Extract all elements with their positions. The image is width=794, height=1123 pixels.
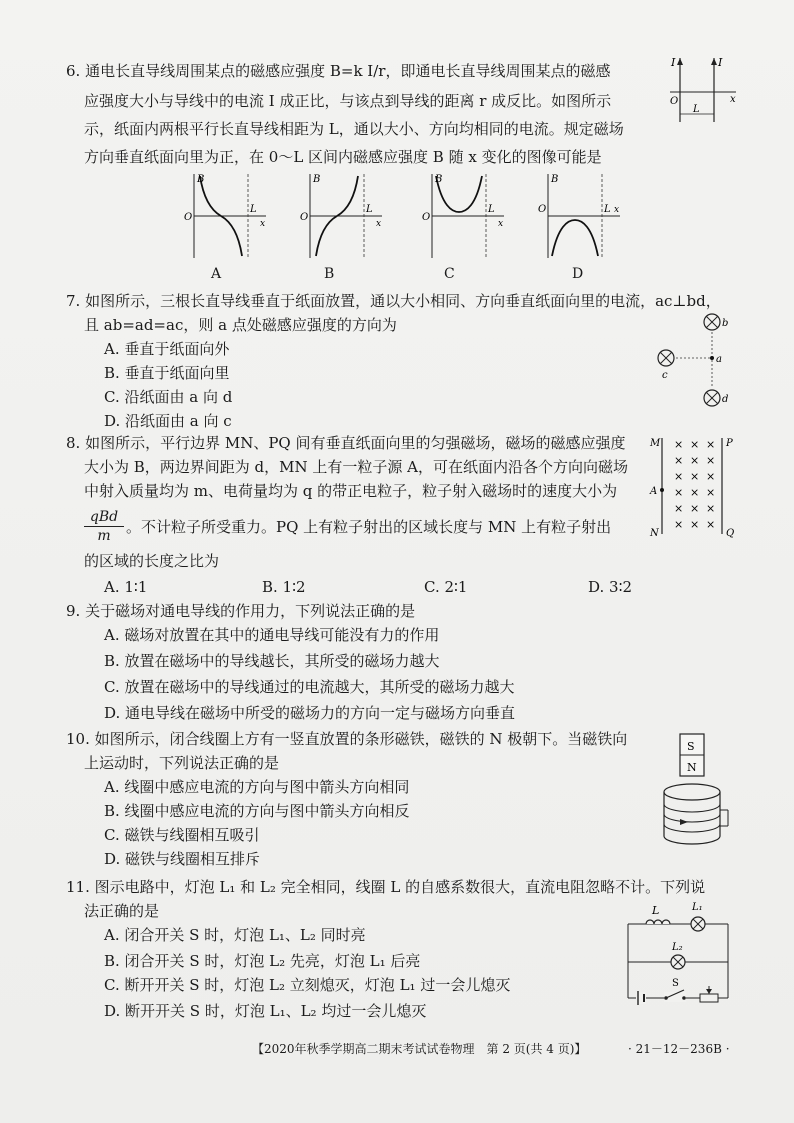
q7-line1: 7. 如图所示，三根长直导线垂直于纸面放置，通以大小相同、方向垂直纸面向里的电流，ac⊥bd，	[66, 292, 721, 310]
q6-fig-origin: O	[670, 96, 679, 107]
q8-line2: 大小为 B，两边界间距为 d，MN 上有一粒子源 A，可在纸面内沿各个方向向磁场	[84, 458, 629, 476]
field-cross: ×	[706, 518, 716, 531]
fraction-denominator: m	[97, 528, 111, 544]
q11-circuit-figure	[616, 898, 740, 1010]
field-cross: ×	[674, 454, 684, 467]
paper-code: · 21－12－236B ·	[628, 1042, 730, 1056]
axis-origin-label: O	[422, 212, 431, 223]
q10-option-C: C. 磁铁与线圈相互吸引	[104, 826, 260, 844]
label-inductor: L	[652, 904, 660, 917]
label-N: N	[650, 528, 659, 539]
battery	[636, 991, 646, 1005]
label-L2: L₂	[672, 942, 683, 953]
wire-d-symbol	[704, 390, 720, 406]
label-M: M	[650, 438, 661, 449]
inductor-L	[646, 920, 670, 924]
q9-line1: 9. 关于磁场对通电导线的作用力，下列说法正确的是	[66, 602, 416, 620]
q10-line1: 10. 如图所示，闭合线圈上方有一竖直放置的条形磁铁，磁铁的 N 极朝下。当磁铁向	[66, 730, 628, 748]
bulb-L2	[671, 955, 685, 969]
q6-graph-A	[170, 170, 270, 262]
q6-line2: 应强度大小与导线中的电流 I 成正比，与该点到导线的距离 r 成反比。如图所示	[84, 92, 612, 110]
q7-wires-figure	[650, 308, 732, 412]
q6-fig-I-left: I	[671, 56, 676, 69]
q10-line2: 上运动时，下列说法正确的是	[84, 754, 280, 772]
q6-graph-B	[286, 170, 386, 262]
q7-option-D: D. 沿纸面由 a 向 c	[104, 412, 232, 430]
fraction-numerator: qBd	[84, 508, 124, 527]
page-footer: 【2020年秋季学期高二期末考试试卷物理 第 2 页(共 4 页)】	[252, 1042, 587, 1056]
q6-option-A: A	[211, 266, 222, 282]
field-cross: ×	[674, 438, 684, 451]
q7-option-C: C. 沿纸面由 a 向 d	[104, 388, 233, 406]
axis-origin-label: O	[184, 212, 193, 223]
q9-option-B: B. 放置在磁场中的导线越长，其所受的磁场力越大	[104, 652, 440, 670]
axis-x-label: x	[260, 219, 266, 229]
wire-b-symbol	[704, 314, 720, 330]
axis-origin-label: O	[300, 212, 309, 223]
field-cross: ×	[674, 470, 684, 483]
axis-origin-label: O	[538, 204, 547, 215]
field-cross: ×	[674, 518, 684, 531]
q11-option-A: A. 闭合开关 S 时，灯泡 L₁、L₂ 同时亮	[104, 926, 366, 944]
field-cross: ×	[674, 486, 684, 499]
wire-c-symbol	[658, 350, 674, 366]
label-d: d	[722, 394, 729, 405]
current-arrow	[680, 819, 688, 825]
q8-option-A: A. 1∶1	[104, 578, 148, 596]
q7-line2: 且 ab=ad=ac，则 a 点处磁感应强度的方向为	[84, 316, 397, 334]
q11-option-D: D. 断开开关 S 时，灯泡 L₁、L₂ 均过一会儿熄灭	[104, 1002, 427, 1020]
field-cross: ×	[690, 454, 700, 467]
q8-line3: 中射入质量均为 m、电荷量均为 q 的带正电粒子，粒子射入磁场时的速度大小为	[84, 482, 618, 500]
q9-option-A: A. 磁场对放置在其中的通电导线可能没有力的作用	[104, 626, 440, 644]
q9-option-C: C. 放置在磁场中的导线通过的电流越大，其所受的磁场力越大	[104, 678, 515, 696]
label-a: a	[716, 354, 722, 365]
q8-field-figure	[648, 432, 740, 540]
label-A: A	[650, 486, 658, 497]
switch-S	[664, 990, 686, 1002]
q6-line3: 示，纸面内两根平行长直导线相距为 L，通以大小、方向均相同的电流。规定磁场	[84, 120, 624, 138]
q6-option-B: B	[324, 266, 335, 282]
axis-L-label: L	[250, 204, 257, 215]
field-cross: ×	[706, 502, 716, 515]
axis-L-label: L	[366, 204, 373, 215]
rheostat	[700, 986, 718, 1002]
q8-option-C: C. 2∶1	[424, 578, 468, 596]
q6-fig-x: x	[730, 94, 736, 105]
field-cross: ×	[706, 486, 716, 499]
label-S: S	[672, 978, 679, 989]
axis-x-label: x	[376, 219, 382, 229]
axis-x-label: x	[614, 205, 620, 215]
coil-top	[664, 784, 720, 800]
q6-option-C: C	[444, 266, 455, 282]
q6-graph-C	[408, 170, 508, 262]
label-L1: L₁	[692, 902, 703, 913]
field-cross: ×	[690, 486, 700, 499]
label-P: P	[726, 438, 733, 449]
q6-option-D: D	[572, 266, 584, 282]
q7-option-B: B. 垂直于纸面向里	[104, 364, 230, 382]
q10-option-D: D. 磁铁与线圈相互排斥	[104, 850, 261, 868]
q6-line1: 6. 通电长直导线周围某点的磁感应强度 B=k I/r，即通电长直导线周围某点的磁感	[66, 62, 611, 80]
bulb-L1	[691, 917, 705, 931]
q10-option-B: B. 线圈中感应电流的方向与图中箭头方向相反	[104, 802, 410, 820]
q6-line4: 方向垂直纸面向里为正，在 0～L 区间内磁感应强度 B 随 x 变化的图像可能是	[84, 148, 602, 166]
q11-option-C: C. 断开开关 S 时，灯泡 L₂ 立刻熄灭，灯泡 L₁ 过一会儿熄灭	[104, 976, 511, 994]
q10-option-A: A. 线圈中感应电流的方向与图中箭头方向相同	[104, 778, 410, 796]
axis-B-label: B	[197, 174, 205, 185]
q6-graph-D	[524, 170, 624, 262]
q6-wire-figure	[666, 52, 740, 128]
field-cross: ×	[690, 502, 700, 515]
q11-option-B: B. 闭合开关 S 时，灯泡 L₂ 先亮，灯泡 L₁ 后亮	[104, 952, 421, 970]
q8-line1: 8. 如图所示，平行边界 MN、PQ 间有垂直纸面向里的匀强磁场，磁场的磁感应强度	[66, 434, 626, 452]
magnet-S-label: S	[687, 740, 695, 753]
axis-L-label: L	[604, 204, 611, 215]
q6-fig-L: L	[693, 104, 700, 115]
q8-option-D: D. 3∶2	[588, 578, 633, 596]
axis-L-label: L	[488, 204, 495, 215]
q8-line5: 的区域的长度之比为	[84, 552, 220, 570]
q8-fraction	[84, 508, 124, 545]
q6-fig-I-right: I	[718, 56, 723, 69]
field-cross: ×	[674, 502, 684, 515]
label-c: c	[662, 370, 668, 381]
q7-option-A: A. 垂直于纸面向外	[104, 340, 230, 358]
axis-B-label: B	[551, 174, 559, 185]
axis-B-label: B	[435, 174, 443, 185]
q8-option-B: B. 1∶2	[262, 578, 306, 596]
q9-option-D: D. 通电导线在磁场中所受的磁场力的方向一定与磁场方向垂直	[104, 704, 516, 722]
field-cross: ×	[690, 470, 700, 483]
label-Q: Q	[726, 528, 735, 539]
q11-line1: 11. 图示电路中，灯泡 L₁ 和 L₂ 完全相同，线圈 L 的自感系数很大，直流电阻忽略不计。下列说	[66, 878, 706, 896]
magnet-N-label: N	[687, 761, 697, 774]
field-cross: ×	[690, 518, 700, 531]
field-cross: ×	[706, 470, 716, 483]
field-cross: ×	[690, 438, 700, 451]
axis-x-label: x	[498, 219, 504, 229]
q11-line2: 法正确的是	[84, 902, 160, 920]
field-cross: ×	[706, 438, 716, 451]
field-cross: ×	[706, 454, 716, 467]
axis-B-label: B	[313, 174, 321, 185]
q10-magnet-coil-figure	[658, 730, 738, 858]
q8-line4: 。不计粒子所受重力。PQ 上有粒子射出的区域长度与 MN 上有粒子射出	[126, 518, 612, 536]
label-b: b	[722, 318, 729, 329]
